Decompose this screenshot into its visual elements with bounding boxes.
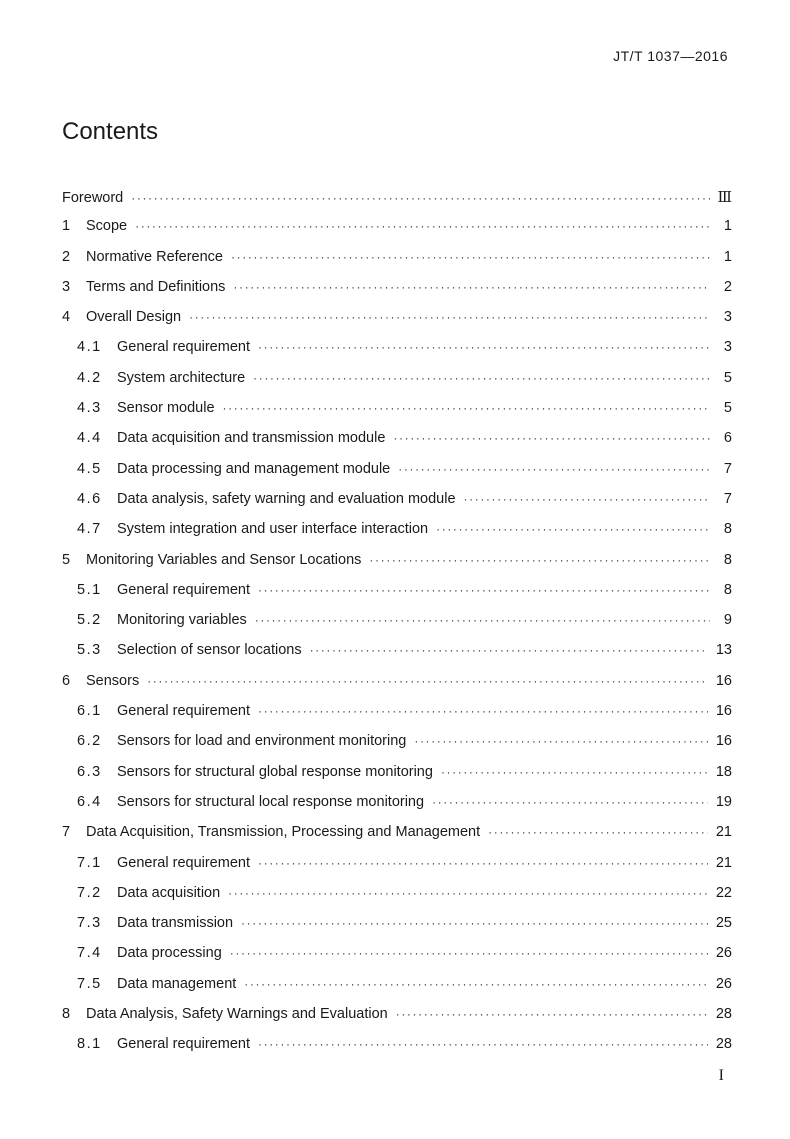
toc-entry-page: 22 bbox=[715, 884, 732, 901]
toc-entry-number: 5 bbox=[62, 551, 71, 568]
toc-entry-number: 3 bbox=[62, 278, 71, 295]
toc-entry-title: Data Analysis, Safety Warnings and Evaluation bbox=[86, 1006, 388, 1023]
dot-leader bbox=[258, 1037, 708, 1051]
toc-entry-title: Monitoring Variables and Sensor Locations bbox=[86, 551, 362, 568]
toc-entry-page: Ⅲ bbox=[717, 190, 732, 206]
toc-entry-page: 19 bbox=[715, 793, 732, 810]
dot-leader bbox=[253, 371, 710, 385]
toc-entry-page: 28 bbox=[715, 1036, 732, 1053]
toc-entry[interactable] bbox=[62, 218, 732, 248]
toc-entry[interactable] bbox=[62, 309, 732, 339]
toc-entry-page: 16 bbox=[715, 733, 732, 750]
toc-entry-number: 6.1 bbox=[77, 703, 102, 720]
toc-entry[interactable] bbox=[62, 824, 732, 854]
toc-entry[interactable] bbox=[62, 642, 732, 672]
toc-entry[interactable] bbox=[62, 703, 732, 733]
toc-entry-title: Data management bbox=[117, 975, 237, 992]
toc-entry-page: 21 bbox=[715, 854, 732, 871]
toc-entry[interactable] bbox=[62, 855, 732, 885]
dot-leader bbox=[228, 886, 708, 900]
dot-leader bbox=[233, 280, 710, 294]
toc-entry-page: 2 bbox=[723, 278, 732, 295]
dot-leader bbox=[258, 704, 708, 718]
dot-leader bbox=[230, 946, 708, 960]
standard-code: JT/T 1037—2016 bbox=[613, 48, 728, 64]
footer-page-number: I bbox=[718, 1067, 724, 1084]
dot-leader bbox=[393, 431, 710, 445]
dot-leader bbox=[398, 462, 710, 476]
toc-entry[interactable] bbox=[62, 885, 732, 915]
toc-entry-page: 7 bbox=[723, 490, 732, 507]
toc-entry-page: 7 bbox=[723, 460, 732, 477]
toc-entry[interactable] bbox=[62, 733, 732, 763]
toc-entry-title: General requirement bbox=[117, 854, 250, 871]
toc-entry[interactable] bbox=[62, 552, 732, 582]
toc-entry-number: 4.1 bbox=[77, 339, 102, 356]
toc-entry-page: 16 bbox=[715, 672, 732, 689]
toc-entry[interactable] bbox=[62, 188, 732, 218]
toc-entry-title: General requirement bbox=[117, 581, 250, 598]
toc-entry[interactable] bbox=[62, 521, 732, 551]
toc-entry-number: 7.3 bbox=[77, 915, 102, 932]
toc-entry-number: 6.3 bbox=[77, 763, 102, 780]
toc-entry-page: 5 bbox=[723, 369, 732, 386]
toc-entry-title: Data processing bbox=[117, 945, 222, 962]
toc-entry[interactable] bbox=[62, 612, 732, 642]
toc-entry-title: Data acquisition and transmission module bbox=[117, 430, 386, 447]
toc-entry-page: 3 bbox=[723, 309, 732, 326]
toc-entry-title: Terms and Definitions bbox=[86, 278, 226, 295]
dot-leader bbox=[414, 734, 708, 748]
toc-entry-page: 13 bbox=[715, 642, 732, 659]
toc-entry-page: 9 bbox=[723, 612, 732, 629]
toc-entry-number: 8 bbox=[62, 1006, 71, 1023]
dot-leader bbox=[241, 916, 708, 930]
toc-entry-title: Monitoring variables bbox=[117, 612, 247, 629]
toc-entry-number: 4.3 bbox=[77, 400, 102, 417]
toc-entry-number: 4.5 bbox=[77, 460, 102, 477]
dot-leader bbox=[231, 250, 710, 264]
toc-entry-title: Sensors for structural global response monitoring bbox=[117, 763, 433, 780]
toc-entry-page: 26 bbox=[715, 975, 732, 992]
toc-entry[interactable] bbox=[62, 461, 732, 491]
dot-leader bbox=[255, 613, 710, 627]
toc-entry-number: 8.1 bbox=[77, 1036, 102, 1053]
toc-entry[interactable] bbox=[62, 764, 732, 794]
toc-entry-number: 7.5 bbox=[77, 975, 102, 992]
toc-entry[interactable] bbox=[62, 339, 732, 369]
toc-entry[interactable] bbox=[62, 794, 732, 824]
toc-entry[interactable] bbox=[62, 249, 732, 279]
toc-entry-page: 8 bbox=[723, 551, 732, 568]
dot-leader bbox=[441, 765, 708, 779]
toc-entry-number: 4.4 bbox=[77, 430, 102, 447]
toc-entry-page: 8 bbox=[723, 581, 732, 598]
toc-entry-number: 5.2 bbox=[77, 612, 102, 629]
toc-entry-title: Normative Reference bbox=[86, 248, 223, 265]
toc-entry-number: 4.6 bbox=[77, 490, 102, 507]
toc-entry-title: Data transmission bbox=[117, 915, 234, 932]
dot-leader bbox=[432, 795, 708, 809]
toc-entry-title: System integration and user interface interaction bbox=[117, 521, 429, 538]
toc-entry-page: 5 bbox=[723, 400, 732, 417]
toc-entry-title: Overall Design bbox=[86, 309, 182, 326]
toc-entry-number: 4 bbox=[62, 309, 71, 326]
toc-entry[interactable] bbox=[62, 1036, 732, 1066]
toc-entry[interactable] bbox=[62, 491, 732, 521]
toc-entry[interactable] bbox=[62, 279, 732, 309]
toc-entry-number: 6 bbox=[62, 672, 71, 689]
toc-entry-number: 1 bbox=[62, 218, 71, 235]
toc-entry-page: 18 bbox=[715, 763, 732, 780]
toc-entry-title: General requirement bbox=[117, 1036, 250, 1053]
table-of-contents bbox=[62, 188, 732, 1067]
toc-entry-title: General requirement bbox=[117, 339, 250, 356]
toc-entry-title: General requirement bbox=[117, 703, 250, 720]
toc-entry-page: 26 bbox=[715, 945, 732, 962]
toc-entry[interactable] bbox=[62, 582, 732, 612]
toc-entry-number: 4.7 bbox=[77, 521, 102, 538]
toc-entry-number: 6.2 bbox=[77, 733, 102, 750]
dot-leader bbox=[436, 522, 710, 536]
toc-entry[interactable] bbox=[62, 976, 732, 1006]
toc-entry-title: Sensors for load and environment monitoring bbox=[117, 733, 407, 750]
toc-entry-number: 5.3 bbox=[77, 642, 102, 659]
dot-leader bbox=[310, 643, 708, 657]
toc-entry[interactable] bbox=[62, 370, 732, 400]
dot-leader bbox=[464, 492, 710, 506]
toc-entry[interactable] bbox=[62, 400, 732, 430]
page-title: Contents bbox=[62, 118, 159, 145]
toc-entry-title: Foreword bbox=[62, 190, 124, 206]
toc-entry-page: 25 bbox=[715, 915, 732, 932]
toc-entry-title: Data processing and management module bbox=[117, 460, 391, 477]
toc-entry-number: 7.2 bbox=[77, 884, 102, 901]
toc-entry-number: 7.1 bbox=[77, 854, 102, 871]
toc-entry-title: Scope bbox=[86, 218, 128, 235]
dot-leader bbox=[258, 583, 710, 597]
toc-entry-number: 7.4 bbox=[77, 945, 102, 962]
toc-entry[interactable] bbox=[62, 1006, 732, 1036]
dot-leader bbox=[244, 977, 708, 991]
toc-entry-page: 1 bbox=[723, 218, 732, 235]
toc-entry-number: 6.4 bbox=[77, 793, 102, 810]
toc-entry-title: Data acquisition bbox=[117, 884, 221, 901]
dot-leader bbox=[488, 825, 708, 839]
toc-entry-title: Sensor module bbox=[117, 400, 215, 417]
toc-entry[interactable] bbox=[62, 915, 732, 945]
toc-entry[interactable] bbox=[62, 945, 732, 975]
dot-leader bbox=[189, 310, 710, 324]
dot-leader bbox=[135, 219, 710, 233]
toc-entry-title: Data analysis, safety warning and evaluation module bbox=[117, 490, 456, 507]
dot-leader bbox=[369, 553, 710, 567]
toc-entry-title: Selection of sensor locations bbox=[117, 642, 302, 659]
toc-entry-page: 16 bbox=[715, 703, 732, 720]
toc-entry[interactable] bbox=[62, 673, 732, 703]
toc-entry[interactable] bbox=[62, 430, 732, 460]
toc-entry-page: 8 bbox=[723, 521, 732, 538]
toc-entry-page: 1 bbox=[723, 248, 732, 265]
dot-leader bbox=[223, 401, 710, 415]
dot-leader bbox=[131, 191, 709, 205]
toc-entry-page: 3 bbox=[723, 339, 732, 356]
toc-entry-title: Data Acquisition, Transmission, Processing and Management bbox=[86, 824, 481, 841]
toc-entry-number: 5.1 bbox=[77, 581, 102, 598]
dot-leader bbox=[396, 1007, 708, 1021]
dot-leader bbox=[258, 856, 708, 870]
toc-entry-title: System architecture bbox=[117, 369, 246, 386]
toc-entry-number: 2 bbox=[62, 248, 71, 265]
toc-entry-title: Sensors bbox=[86, 672, 140, 689]
toc-entry-number: 7 bbox=[62, 824, 71, 841]
toc-entry-page: 28 bbox=[715, 1006, 732, 1023]
dot-leader bbox=[147, 674, 708, 688]
toc-entry-page: 6 bbox=[723, 430, 732, 447]
toc-entry-page: 21 bbox=[715, 824, 732, 841]
toc-entry-number: 4.2 bbox=[77, 369, 102, 386]
toc-entry-title: Sensors for structural local response monitoring bbox=[117, 793, 425, 810]
dot-leader bbox=[258, 340, 710, 354]
